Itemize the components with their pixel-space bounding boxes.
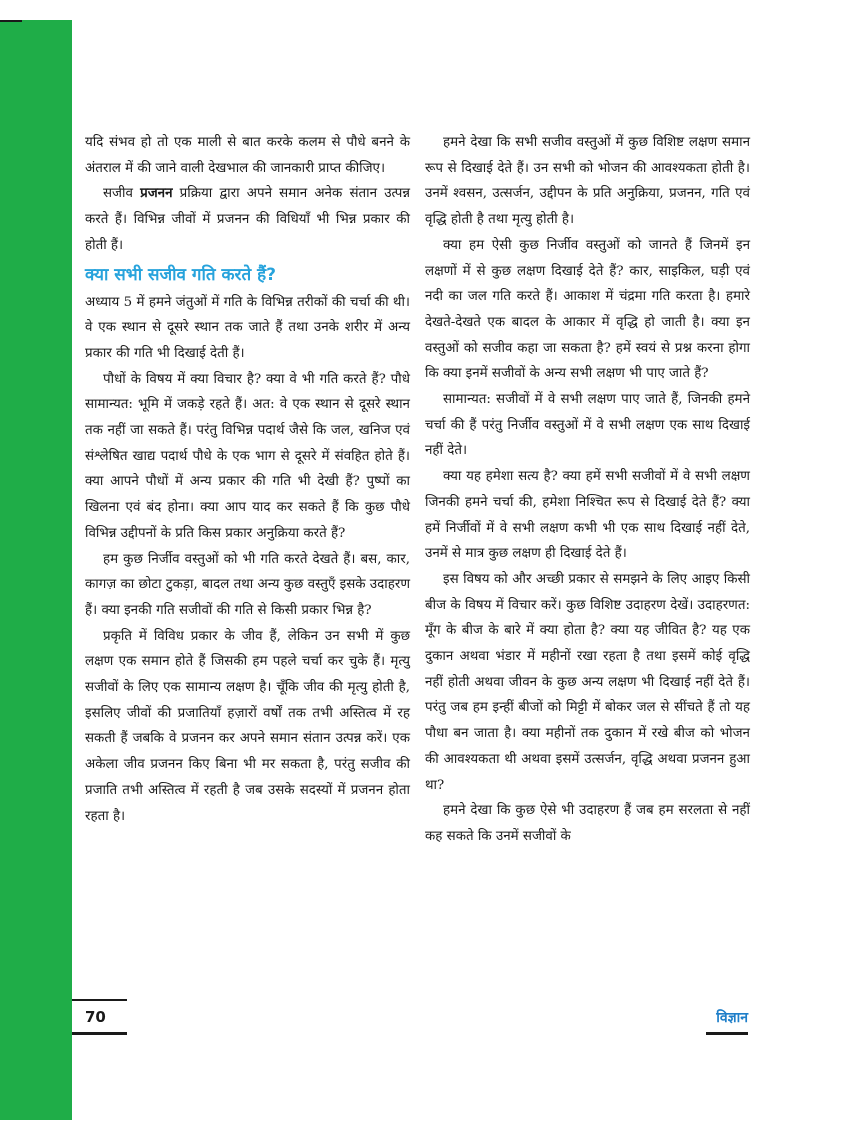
right-paragraph-4: क्या यह हमेशा सत्य है? क्या हमें सभी सजीवों में वे सभी लक्षण जिनकी हमने चर्चा की, हमेशा निश्चित रूप से दिखाई देते हैं? क्या हमें निर्जीवों में वे सभी लक्षण कभी भी एक साथ दिखाई नहीं देते, उनमें से मात्र कुछ लक्षण ही दिखाई देते हैं। [425, 469, 750, 562]
left-paragraph-4: पौधों के विषय में क्या विचार है? क्या वे भी गति करते हैं? पौधे सामान्यत: भूमि में जकड़े रहते हैं। अत: वे एक स्थान से दूसरे स्थान तक नहीं जा सकते हैं। परंतु विभिन्न पदार्थ जैसे कि जल, खनिज एवं संश्लेषित खाद्य पदार्थ पौधे के एक भाग से दूसरे में संवहित होते हैं। क्या आपने पौधों में अन्य प्रकार की गति भी देखी हैं? पुष्पों का खिलना एवं बंद होना। क्या आप याद कर सकते हैं कि कुछ पौधे विभिन्न उद्दीपनों के प्रति किस प्रकार अनुक्रिया करते हैं? [85, 371, 410, 541]
left-paragraph-3: अध्याय 5 में हमने जंतुओं में गति के विभिन्न तरीकों की चर्चा की थी। वे एक स्थान से दूसरे स्थान तक जाते हैं तथा उनके शरीर में अन्य प्रकार की गति भी दिखाई देती हैं। [85, 294, 410, 361]
left-paragraph-2-rest: प्रक्रिया द्वारा अपने समान अनेक संतान उत्पन्न करते हैं। विभिन्न जीवों में प्रजनन की विधियाँ भी भिन्न प्रकार की होती हैं। [85, 186, 410, 253]
left-paragraph-6: प्रकृति में विविध प्रकार के जीव हैं, लेकिन उन सभी में कुछ लक्षण एक समान होते हैं जिसकी हम पहले चर्चा कर चुके हैं। मृत्यु सजीवों के लिए एक सामान्य लक्षण है। चूँकि जीव की मृत्यु होती है, इसलिए जीवों की प्रजातियाँ हज़ारों वर्षों तक तभी अस्तित्व में रह सकती हैं जबकि वे प्रजनन कर अपने समान संतान उत्पन्न करें। एक अकेला जीव प्रजनन किए बिना भी मर सकता है, परंतु सजीव की प्रजाति तभी अस्तित्व में रहती है जब उसके सदस्यों में प्रजनन होता रहता है। [85, 628, 410, 824]
corner-rule [0, 20, 22, 22]
sidebar-green-bar [0, 20, 72, 1120]
right-paragraph-2: क्या हम ऐसी कुछ निर्जीव वस्तुओं को जानते हैं जिनमें इन लक्षणों में से कुछ लक्षण दिखाई देते हैं? कार, साइकिल, घड़ी एवं नदी का जल गति करते हैं। आकाश में चंद्रमा गति करता है। हमारे देखते-देखते एक बादल के आकार में वृद्धि हो जाती है। क्या इन वस्तुओं को सजीव कहा जा सकता है? हमें स्वयं से प्रश्न करना होगा कि क्या इनमें सजीवों के अन्य सभी लक्षण भी पाए जाते हैं? [425, 237, 750, 382]
page-number: 70 [85, 1008, 106, 1026]
right-paragraph-5: इस विषय को और अच्छी प्रकार से समझने के लिए आइए किसी बीज के विषय में विचार करें। कुछ विशिष्ट उदाहरण देखें। उदाहरणत: मूँग के बीज के बारे में क्या होता है? क्या यह जीवित है? यह एक दुकान अथवा भंडार में महीनों रखा रहता है तथा इसमें कोई वृद्धि नहीं होती अथवा जीवन के कुछ अन्य लक्षण भी दिखाई नहीं देते हैं। परंतु जब हम इन्हीं बीजों को मिट्टी में बोकर जल से सींचते हैं तो यह पौधा बन जाता है। क्या महीनों तक दुकान में रखे बीज को भोजन की आवश्यकता थी अथवा इसमें उत्सर्जन, वृद्धि अथवा प्रजनन हुआ था? [425, 571, 750, 793]
keyword-prajanan: प्रजनन [140, 185, 173, 202]
right-paragraph-6: हमने देखा कि कुछ ऐसे भी उदाहरण हैं जब हम सरलता से नहीं कह सकते कि उनमें सजीवों के [425, 803, 750, 844]
subject-label: विज्ञान [716, 1010, 748, 1026]
footer-rule-bottom [72, 1032, 127, 1035]
left-paragraph-2-start: सजीव [103, 186, 141, 202]
left-paragraph-2 [85, 181, 410, 258]
right-paragraph-1: हमने देखा कि सभी सजीव वस्तुओं में कुछ विशिष्ट लक्षण समान रूप से दिखाई देते हैं। उन सभी को भोजन की आवश्यकता होती है। उनमें श्वसन, उत्सर्जन, उद्दीपन के प्रति अनुक्रिया, प्रजनन, गति एवं वृद्धि होती है तथा मृत्यु होती है। [425, 135, 750, 228]
left-column [85, 130, 410, 829]
right-paragraph-3: सामान्यत: सजीवों में वे सभी लक्षण पाए जाते हैं, जिनकी हमने चर्चा की हैं परंतु निर्जीव वस्तुओं में वे सभी लक्षण एक साथ दिखाई नहीं देते। [425, 392, 750, 459]
footer-rule-top [72, 999, 127, 1001]
section-heading: क्या सभी सजीव गति करते हैं? [85, 264, 277, 285]
subject-rule [706, 1032, 748, 1035]
right-column [425, 130, 750, 850]
left-paragraph-5: हम कुछ निर्जीव वस्तुओं को भी गति करते देखते हैं। बस, कार, कागज़ का छोटा टुकड़ा, बादल तथा अन्य कुछ वस्तुएँ इसके उदाहरण हैं। क्या इनकी गति सजीवों की गति से किसी प्रकार भिन्न है? [85, 551, 410, 618]
left-paragraph-1: यदि संभव हो तो एक माली से बात करके कलम से पौधे बनने के अंतराल में की जाने वाली देखभाल की जानकारी प्राप्त कीजिए। [85, 135, 410, 176]
